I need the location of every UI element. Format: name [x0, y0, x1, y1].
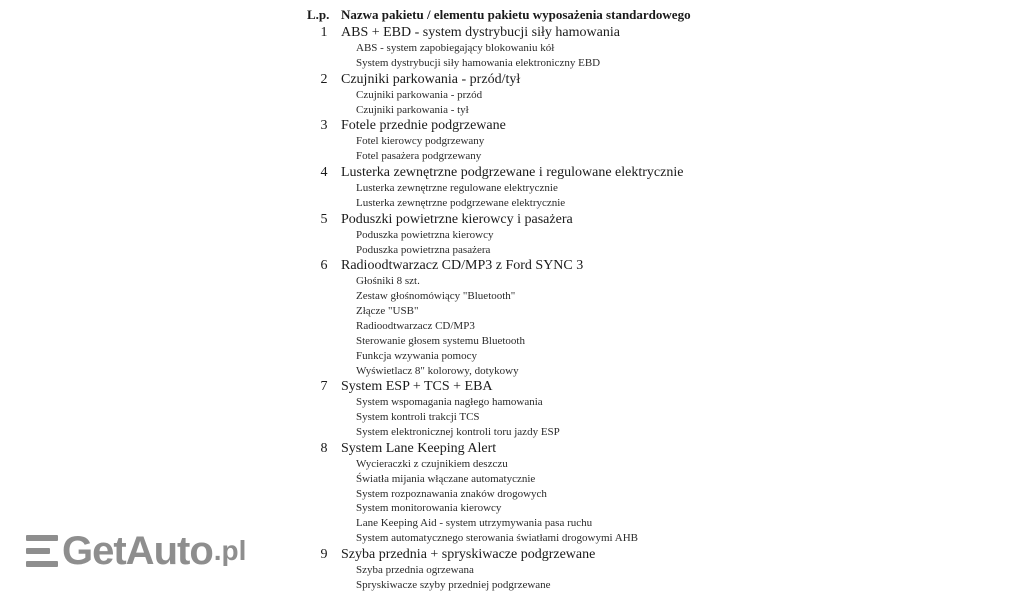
package-element: System wspomagania nagłego hamowania [356, 396, 543, 409]
package-item [307, 24, 787, 71]
package-element: Szyba przednia ogrzewana [356, 563, 474, 576]
package-element: ABS - system zapobiegający blokowaniu kół [356, 42, 555, 54]
package-element: Światła mijania włączane automatycznie [356, 472, 536, 485]
package-element: System monitorowania kierowcy [356, 502, 502, 515]
package-header [307, 211, 787, 228]
table-header [307, 7, 691, 23]
package-list [307, 24, 787, 593]
package-element: Czujniki parkowania - przód [356, 88, 483, 101]
package-element: Głośniki 8 szt. [356, 275, 420, 288]
package-element: Lusterka zewnętrzne podgrzewane elektrycznie [356, 196, 566, 209]
package-element: System kontroli trakcji TCS [356, 411, 480, 424]
watermark-brand: GetAuto [62, 529, 213, 573]
package-header [307, 71, 787, 88]
package-element: System dystrybucji siły hamowania elektroniczny EBD [356, 56, 601, 69]
package-title: System ESP + TCS + EBA [341, 379, 493, 395]
package-item [307, 117, 787, 164]
package-title: Fotele przednie podgrzewane [341, 118, 506, 134]
watermark-tld: .pl [213, 535, 247, 566]
package-header [307, 117, 787, 134]
package-item [307, 164, 787, 211]
package-item [307, 378, 787, 440]
package-number: 1 [320, 25, 328, 40]
package-number: 9 [320, 546, 328, 562]
package-element: Zestaw głośnomówiący "Bluetooth" [356, 290, 516, 303]
package-element: Lusterka zewnętrzne regulowane elektrycznie [356, 182, 558, 195]
package-element: Poduszka powietrzna kierowcy [356, 228, 494, 241]
package-number: 3 [320, 118, 328, 134]
package-element: Fotel kierowcy podgrzewany [356, 135, 485, 148]
package-title: ABS + EBD - system dystrybucji siły hamowania [341, 25, 620, 40]
package-number: 7 [320, 379, 328, 395]
package-number: 8 [320, 440, 328, 456]
package-element: Wyświetlacz 8" kolorowy, dotykowy [356, 364, 519, 377]
package-header [307, 164, 787, 181]
package-element: Złącze "USB" [356, 305, 419, 318]
package-header [307, 24, 787, 41]
package-element: Lane Keeping Aid - system utrzymywania pasa ruchu [356, 517, 593, 530]
getauto-watermark [26, 531, 246, 571]
package-item [307, 211, 787, 258]
package-title: Poduszki powietrzne kierowcy i pasażera [341, 211, 573, 227]
package-header [307, 440, 787, 457]
package-title: Czujniki parkowania - przód/tył [341, 71, 521, 87]
package-element: System rozpoznawania znaków drogowych [356, 487, 547, 500]
package-header [307, 257, 787, 274]
package-header [307, 378, 787, 395]
menu-lines-icon [26, 533, 60, 569]
package-item [307, 440, 787, 546]
header-lp: L.p. [307, 7, 330, 22]
package-element: Poduszka powietrzna pasażera [356, 243, 491, 256]
package-element: System automatycznego sterowania światłami drogowymi AHB [356, 532, 638, 545]
header-name: Nazwa pakietu / elementu pakietu wyposażenia standardowego [341, 7, 691, 22]
package-element: Fotel pasażera podgrzewany [356, 150, 482, 163]
package-title: Lusterka zewnętrzne podgrzewane i regulowane elektrycznie [341, 165, 684, 181]
package-element: Spryskiwacze szyby przedniej podgrzewane [356, 578, 551, 591]
package-title: Szyba przednia + spryskiwacze podgrzewane [341, 546, 596, 562]
package-element: Sterowanie głosem systemu Bluetooth [356, 334, 525, 347]
package-element: Czujniki parkowania - tył [356, 103, 469, 116]
package-title: Radioodtwarzacz CD/MP3 z Ford SYNC 3 [341, 258, 584, 274]
package-element: System elektronicznej kontroli toru jazdy ESP [356, 426, 560, 439]
package-item [307, 546, 787, 593]
package-number: 5 [320, 211, 328, 227]
package-element: Radioodtwarzacz CD/MP3 [356, 319, 475, 332]
package-number: 2 [320, 71, 328, 87]
package-number: 6 [320, 258, 328, 274]
package-title: System Lane Keeping Alert [341, 440, 497, 456]
package-header [307, 546, 787, 563]
package-number: 4 [320, 165, 328, 181]
package-item [307, 257, 787, 378]
package-element: Funkcja wzywania pomocy [356, 349, 477, 362]
package-element: Wycieraczki z czujnikiem deszczu [356, 457, 508, 470]
package-item [307, 71, 787, 118]
